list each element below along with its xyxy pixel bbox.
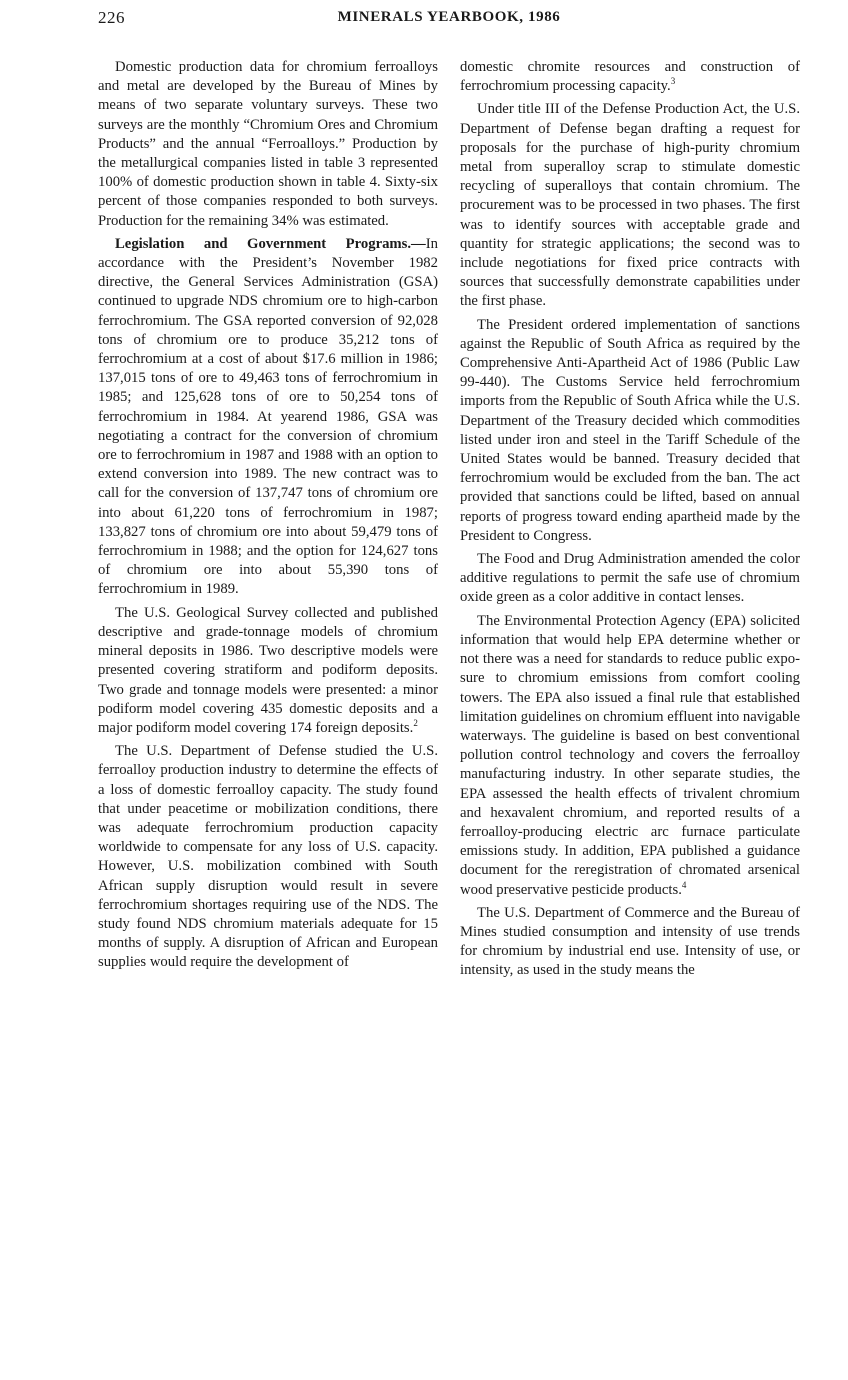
paragraph-continued: [460, 58, 800, 96]
left-column: [98, 58, 438, 977]
footnote-ref-2: 2: [413, 717, 418, 728]
section-heading-legislation: Legislation and Government Programs.—: [115, 235, 426, 252]
paragraph-epa: [460, 612, 800, 900]
paragraph-defense-production-act: [460, 100, 800, 311]
paragraph-text: In accordance with the President’s November 1982 directive, the General Services Administration (GSA) continued to upgrade NDS chromium ore to high-carbon ferrochromium. The GSA reported conversion of 92,028 tons of chromium ore to produce 35,212 tons of ferrochromium at a cost of about $17.6 million in 1986; 137,015 tons of ore to 49,463 tons of ferrochromium in 1985; and 125,628 tons of ore to 50,254 tons of ferrochromium in 1984. At yearend 1986, GSA was negotiating a contract for the conversion of chromium ore to ferrochromium in 1987 and 1988 with an option to extend conversion into 1989. The new contract was to call for the conversion of 137,747 tons of chromium ore into about 61,220 tons of ferrochromium in 1987; 133,827 tons of chromium ore into about 59,479 tons of ferrochromium in 1988; and the option for 124,627 tons of chromium ore into about 55,390 tons of ferrochromium in 1989.: [98, 235, 438, 598]
paragraph-fda: [460, 550, 800, 608]
paragraph-defense-study: [98, 742, 438, 972]
paragraph-commerce: [460, 904, 800, 981]
paragraph-sanctions: [460, 316, 800, 546]
paragraph-text: Under title III of the Defense Production Act, the U.S. Department of Defense began drafting a request for proposals for the purchase of high-purity chromium metal from superalloy scrap to stimulate domestic recycling of superalloys that contain chromium. The procurement was to be processed in two phases. The first was to identify sources with acceptable grade and quantity for strategic applications; the second was to include negotiations for fixed price contracts with sources that successfully demonstrate capabilities under the first phase.: [460, 101, 800, 310]
running-title: MINERALS YEARBOOK, 1986: [337, 9, 561, 25]
paragraph-legislation: [98, 235, 438, 600]
paragraph-text: The U.S. Department of Commerce and the Bureau of Mines studied consumption and intensity of use trends for chromium by industrial end use. Intensity of use, or intensity, as used in the study means the: [460, 904, 800, 979]
footnote-ref-4: 4: [681, 879, 687, 890]
paragraph-text: The U.S. Department of Defense studied the U.S. ferroalloy production industry to determine the effects of a loss of domestic ferroalloy capacity. The study found that under peacetime or mobilization conditions, there was adequate ferrochromium production capacity worldwide to compensate for any loss of U.S. capacity. However, U.S. mobilization combined with South African supply disruption would result in severe ferrochromium shortages requiring use of the NDS. The study found NDS chromium materials adequate for 15 months of supply. A disruption of African and European supplies would require the development of: [98, 743, 438, 971]
paragraph-geological-survey: [98, 604, 438, 738]
footnote-ref-3: 3: [670, 76, 676, 87]
paragraph-text: The Environmental Protection Agency (EPA) solicited information that would help EPA determine whether or not there was a need for standards to reduce public exposure to chromium emissions from comfort cooling towers. The EPA also issued a final rule that established limitation guidelines on chromium effluent into navigable waterways. The guideline is based on best conventional pollution control technology and covers the ferroalloy manufacturing industry. In other separate studies, the EPA assessed the health effects of trivalent chromium and hexavalent chromium, and reported results of a ferroalloy-producing electric arc furnace particulate emissions study. In addition, EPA published a guidance document for the reregistration of chromated arsenical wood preservative pesticide products.: [460, 612, 800, 898]
paragraph-text: The President ordered implementation of sanctions against the Republic of South Africa as required by the Comprehensive Anti-Apartheid Act of 1986 (Public Law 99-440). The Customs Service held ferrochromium imports from the Republic of South Africa while the U.S. Department of the Treasury decided which commodities listed under iron and steel in the Tariff Schedule of the United States would be banned. Treasury decided that ferrochromium would be excluded from the ban. The act provided that sanctions could be lifted, based on annual reports of progress toward ending apartheid made by the President to Congress.: [460, 316, 800, 544]
paragraph-text: The U.S. Geological Survey collected and published descriptive and grade-tonnage models of chromium mineral deposits in 1986. Two descriptive models were presented covering stratiform and podiform deposits. Two grade and tonnage models were presented: a minor podiform model covering 435 domestic deposits and a major podiform model covering 174 foreign deposits.: [98, 604, 438, 736]
paragraph-production-data: [98, 58, 438, 231]
page-header: [98, 8, 800, 32]
right-column: [460, 58, 800, 985]
paragraph-text: Domestic production data for chromium ferroalloys and metal are developed by the Bureau of Mines by means of two separate voluntary surveys. These two surveys are the monthly “Chromium Ores and Chromium Products” and the annual “Ferroalloys.” Production by the metallurgical companies listed in table 3 represented 100% of domestic production shown in table 4. Sixty-six percent of those companies responded to both surveys. Production for the remaining 34% was estimated.: [98, 59, 438, 229]
page-number: 226: [98, 8, 125, 27]
paragraph-text: The Food and Drug Administration amended the color additive regulations to permit the safe use of chromium oxide green as a color additive in contact lenses.: [460, 551, 800, 606]
paragraph-text: domestic chromite resources and construction of ferrochromium processing capacity.: [460, 59, 800, 95]
